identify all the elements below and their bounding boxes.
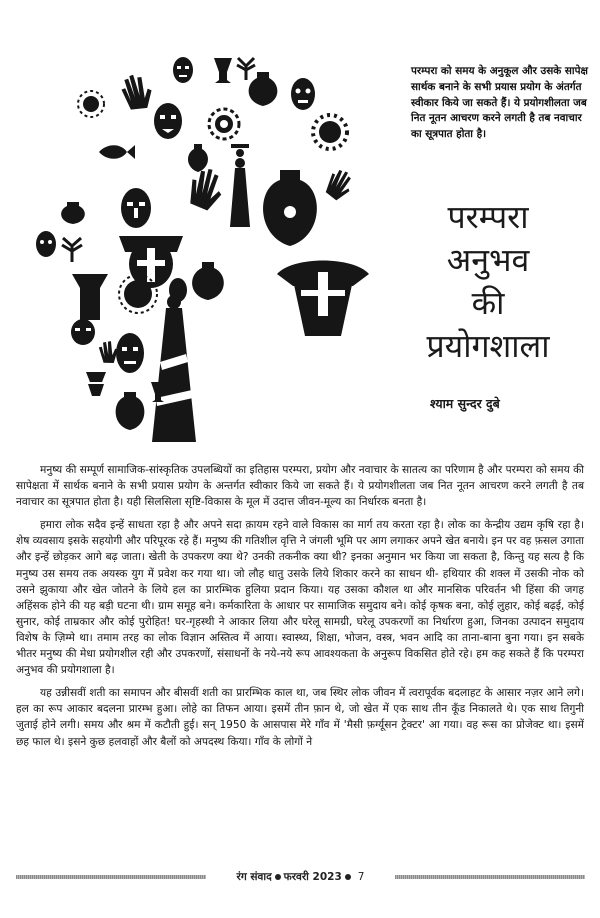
mask-icon	[36, 231, 56, 257]
bullet-icon	[275, 874, 281, 880]
body-paragraph-3: यह उन्नीसवीं शती का समापन और बीसवीं शती का प्रारम्भिक काल था, जब स्थिर लोक जीवन में त्वरापूर्वक बदलाहट के आसार नज़र आने लगे। हल का रूप आकार बदलना प्रारम्भ हुआ। लोहे का तिफन आया। इसमें तीन फ़ान थे, जो खेत में एक साथ तीन कूँड निकालते थे। एक साथ तिगुनी जुताई होने लगी। समय और श्रम में कटौती हुई। सन् 1950 के आसपास मेरे गाँव में 'मैसी फ़र्ग्यूसन ट्रेक्टर' आ गया। वह रूस का प्रोजेक्ट था। इसमें छह फाल थे। इसने कुछ हलवाहों और बैलों को अपदस्थ किया। गाँव के लोगों ने	[16, 687, 584, 748]
magazine-name: रंग संवाद	[236, 871, 272, 883]
sun-icon	[78, 91, 104, 117]
tree-icon	[237, 58, 255, 80]
axe-icon	[72, 274, 108, 320]
pot-icon	[192, 262, 224, 300]
mask-icon	[121, 188, 151, 228]
body-paragraph-2: हमारा लोक सदैव इन्हें साधता रहा है और अपने सदा क़ायम रहने वाले विकास का मार्ग तय करता रहा है। लोक का केन्द्रीय उद्यम कृषि रहा है। शेष व्यवसाय इसके सहयोगी और परिपूरक रहे हैं। मनुष्य की गतिशील वृत्ति ने जंगली भूमि पर आग लगाकर अपने खेत बनाये। इन पर वह फ़सल उगाता और इन्हें छोड़कर आगे बढ़ जाता। खेती के उपकरण क्या थे? उनकी तकनीक क्या थी? इनका अनुमान भर किया जा सकता है, किन्तु यह सत्य है कि मनुष्य उस समय तक अयस्क युग में प्रवेश कर गया था। जो लौह धातु उसके लिये शिकार करने का साधन थी- हथियार की शक्ल में उसकी नोक को उसने झुकाया और खेत जोतने के लिये हल का प्रारम्भिक हुलिया प्रदान किया। यह उसका कौशल था और मानसिक परिवर्तन भी हिंसा की जगह अहिंसक होने की यह बड़ी घटना थी। ग्राम समूह बने। कर्मकारिता के आधार पर सामाजिक समुदाय बने। कोई कृषक बना, कोई लुहार, कोई बढ़ई, कोई सुनार, कोई ताम्रकार और कोई पुरोहित! घर-गृहस्थी ने आकार लिया और घरेलू सामग्री, घरेलू उपकरणों का निर्धारण हुआ, जिनका उत्पादन समुदाय विशेष के ज़िम्मे था। तमाम तरह का लोक विज्ञान अस्तित्व में आया। स्वास्थ्य, शिक्षा, भोजन, वस्त्र, भवन आदि का ताना-बाना बुना गया। इन सबके भीतर मनुष्य की मेधा प्रयोगशील रही और उपकरणों, संसाधनों के नये-नये रूप आवश्यकता के अनुरूप विकसित होते रहे। हम कह सकते हैं कि परम्परा अनुभव की प्रयोगशाला है।	[16, 519, 584, 677]
hand-icon	[118, 71, 157, 114]
footer-info	[206, 870, 395, 884]
pot-icon	[86, 372, 106, 396]
hand-icon	[323, 167, 357, 204]
pot-icon	[188, 144, 208, 172]
article-title	[388, 196, 588, 368]
woman-figure-icon	[152, 295, 196, 442]
title-line-4: प्रयोगशाला	[426, 326, 550, 365]
mask-icon	[116, 333, 144, 373]
page-number: 7	[357, 871, 365, 883]
pot-icon	[116, 392, 145, 430]
mask-icon	[71, 319, 95, 345]
issue-date: फरवरी 2023	[283, 871, 342, 883]
body-paragraph-1: मनुष्य की सम्पूर्ण सामाजिक-सांस्कृतिक उपलब्धियों का इतिहास परम्परा, प्रयोग और नवाचार के सातत्य का परिणाम है और परम्परा को समय की सापेक्षता में सार्थक बनाने के सभी प्रयास प्रयोग के अन्तर्गत स्वीकार किये जा सकते हैं। ये प्रयोगशीलता जब नित नूतन आचरण करने लगती है तब नवाचार का सूत्रपात होता है। यही सिलसिला सृष्टि-विकास के मूल में उदात्त जीवन-मूल्य का निर्धारक बनता है।	[16, 464, 584, 509]
title-line-1: परम्परा	[447, 198, 529, 236]
footer-rule-right	[395, 875, 585, 879]
hand-icon	[188, 167, 226, 213]
fish-icon	[99, 145, 135, 159]
mask-icon	[173, 57, 193, 83]
sun-icon	[313, 115, 347, 149]
pot-icon	[61, 202, 85, 224]
cup-icon	[214, 58, 232, 83]
folk-art-collage	[18, 52, 370, 452]
mask-icon	[154, 103, 182, 139]
pot-icon	[263, 170, 317, 246]
author-name: श्याम सुन्दर दुबे	[430, 396, 500, 411]
intro-pullquote: परम्परा को समय के अनुकूल और उसके सापेक्ष सार्थक बनाने के सभी प्रयास प्रयोग के अंतर्गत स्वीकार किये जा सकते हैं। ये प्रयोगशीलता जब नित नूतन आचरण करने लगती है तब नवाचार का सूत्रपात होता है।	[411, 65, 588, 141]
tree-icon	[62, 238, 82, 262]
sun-icon	[209, 109, 239, 139]
bullet-icon	[345, 874, 351, 880]
pot-icon	[249, 72, 278, 106]
mask-icon	[277, 261, 369, 337]
title-line-3: की	[471, 283, 505, 322]
title-line-2: अनुभव	[446, 240, 530, 279]
article-body	[16, 462, 584, 757]
woman-figure-icon	[230, 144, 250, 227]
mask-icon	[291, 78, 315, 110]
footer-rule-left	[16, 875, 206, 879]
sun-icon	[119, 275, 157, 313]
page-footer	[0, 870, 600, 884]
